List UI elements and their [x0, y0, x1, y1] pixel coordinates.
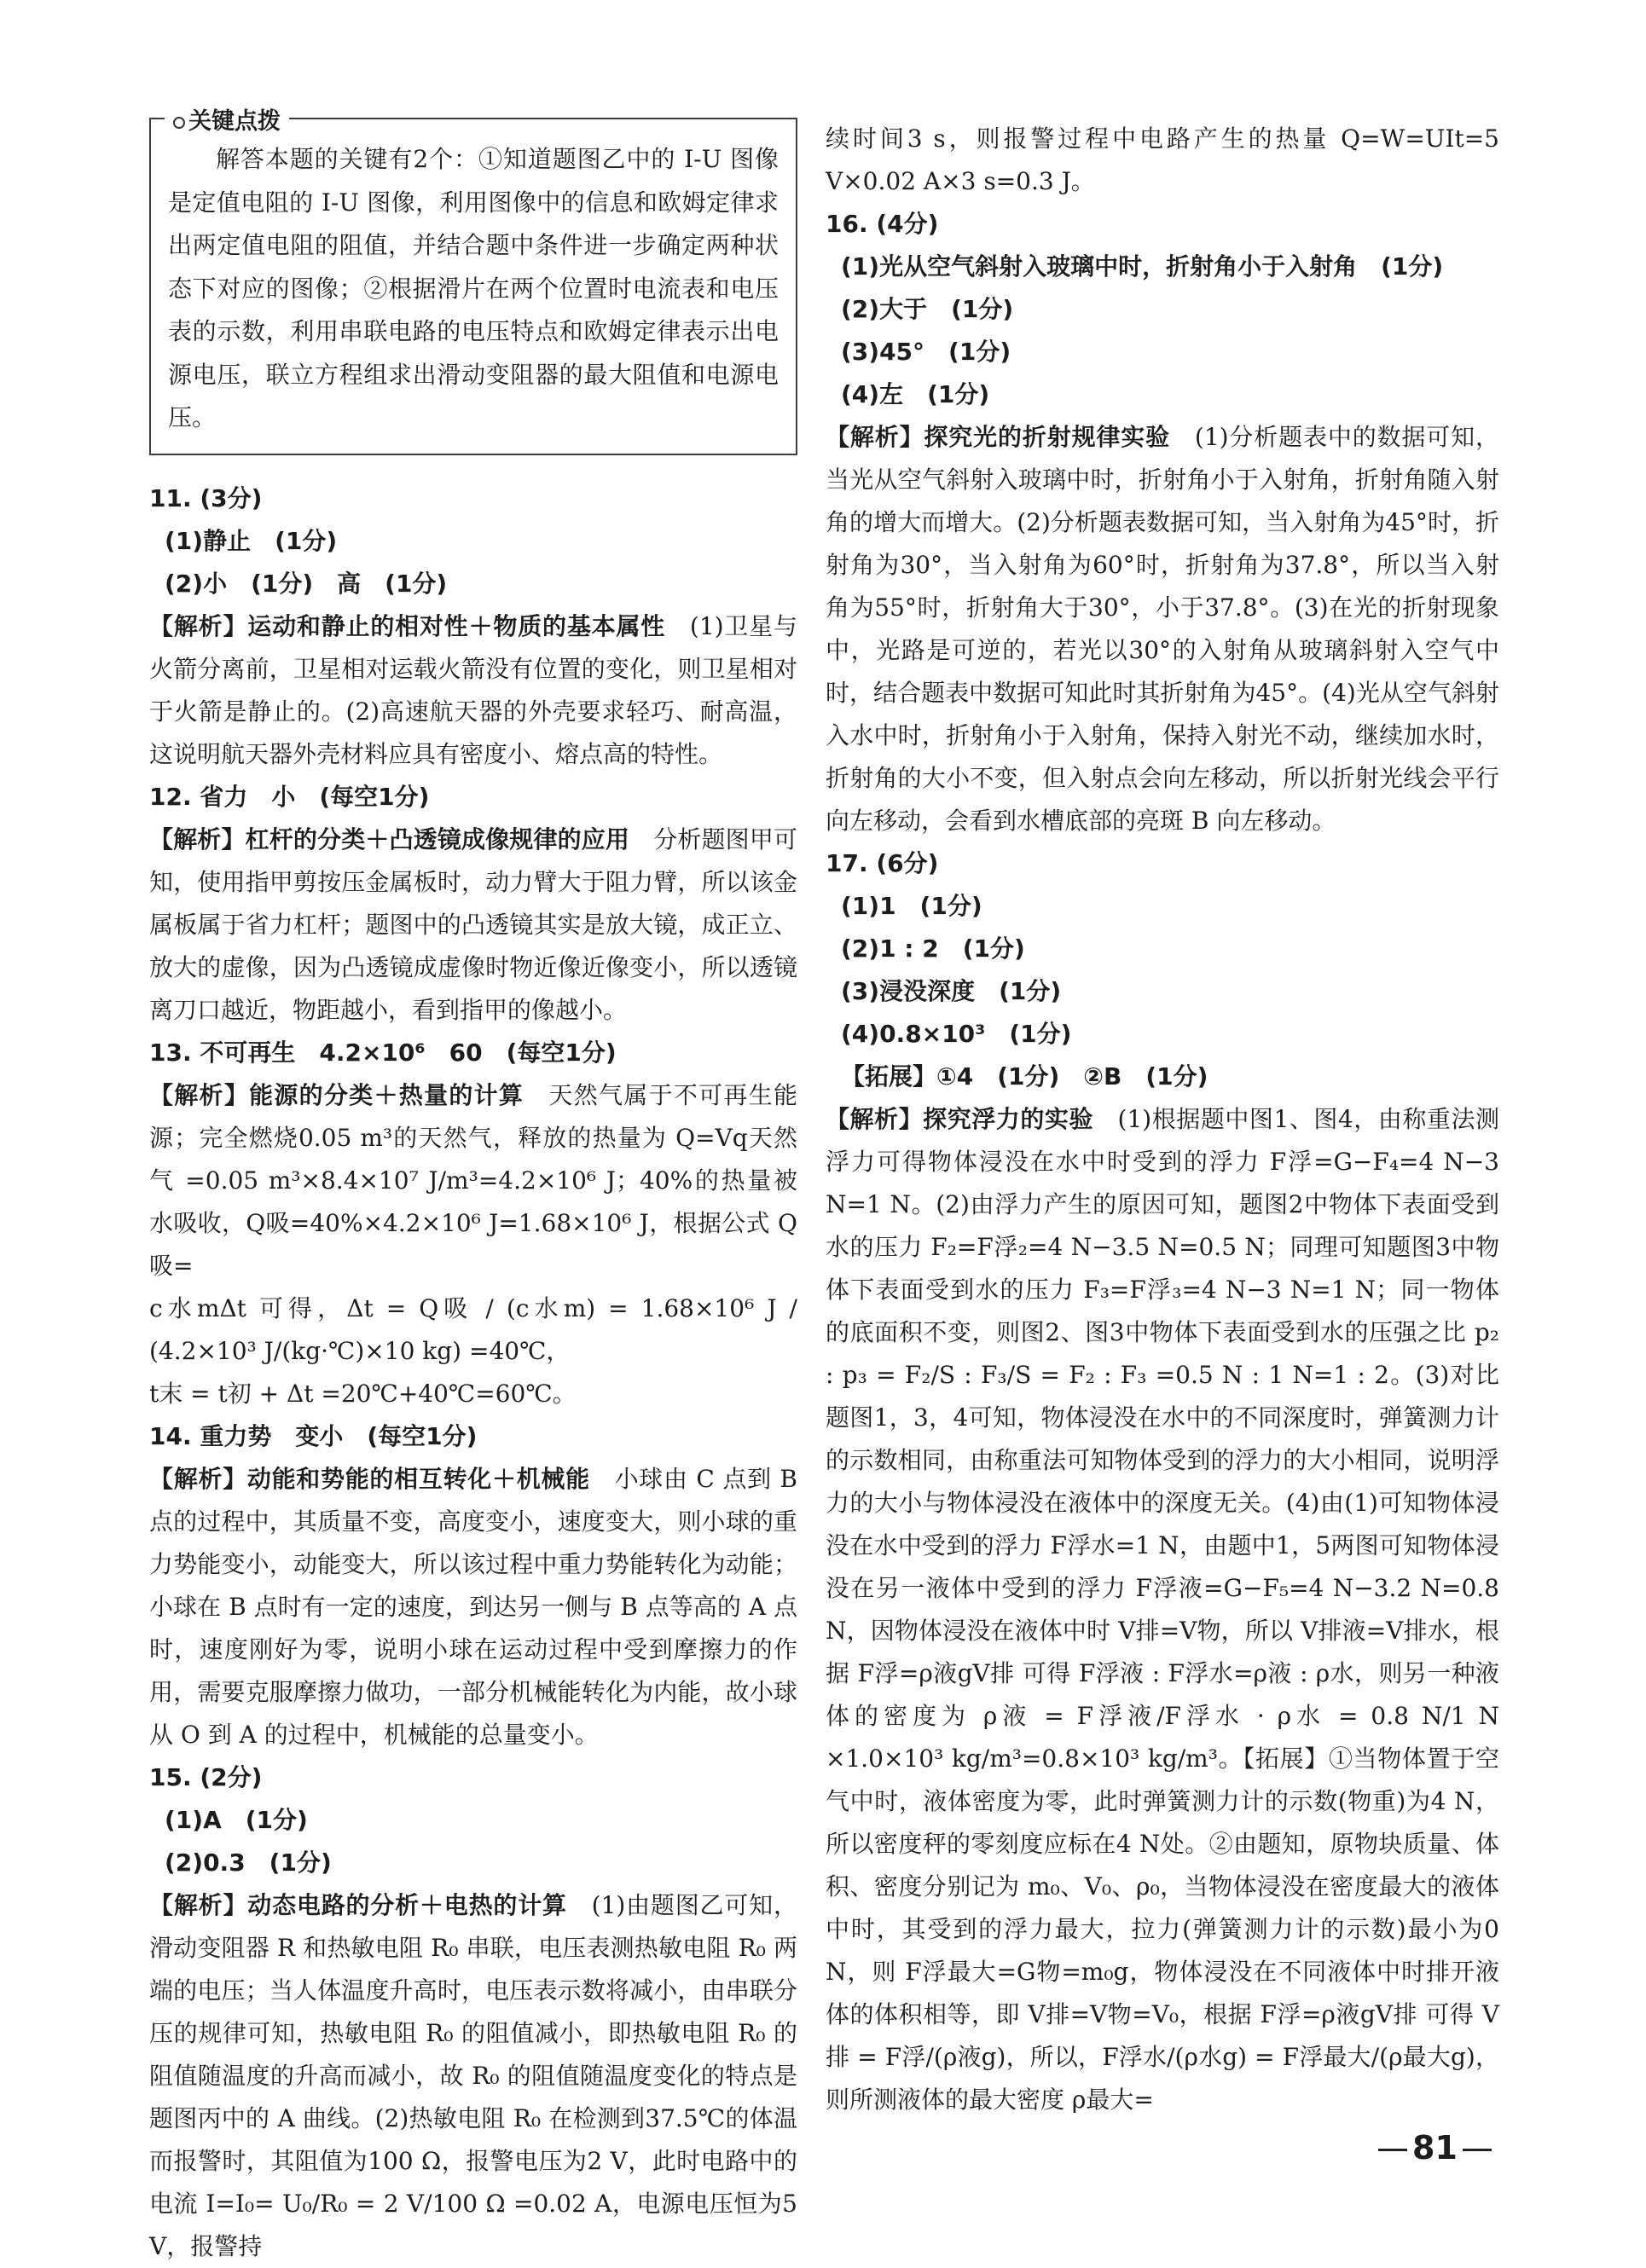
q13-result-line: t末 = t初 + Δt =20℃+40℃=60℃。 [149, 1379, 577, 1408]
page-number [1373, 2129, 1497, 2167]
q16-solution-tag: 【解析】探究光的折射规律实验 [826, 423, 1171, 451]
q11-head: 11. (3分) [149, 483, 263, 512]
q16-answer-3: (3)45° (1分) [841, 338, 1011, 366]
q11-answer-1: (1)静止 (1分) [165, 526, 338, 555]
q15-solution-continued: 续时间3 s，则报警过程中电路产生的热量 Q=W=UIt=5 V×0.02 A×3 s=0.3 J。 [826, 124, 1499, 195]
key-points-title: 关键点拨 [165, 101, 289, 144]
question-15 [149, 1756, 797, 2268]
q14-solution-tag: 【解析】动能和势能的相互转化＋机械能 [149, 1464, 590, 1493]
page-number-dash-left [1378, 2149, 1407, 2151]
q17-extension-answer: 【拓展】①4 (1分) ②B (1分) [841, 1062, 1208, 1091]
q12-solution [149, 819, 797, 1032]
q16-head: 16. (4分) [826, 210, 939, 238]
q17-solution-tag: 【解析】探究浮力的实验 [826, 1105, 1093, 1133]
right-column [826, 118, 1499, 2121]
q16-solution [826, 416, 1499, 842]
q16-solution-text: (1)分析题表中的数据可知，当光从空气斜射入玻璃中时，折射角小于入射角，折射角随入射角的增大而增大。(2)分析题表数据可知，当入射角为45°时，折射角为30°，当入射角为60°时，折射角为37.8°，所以当入射角为55°时，折射角大于30°，小于37.8°。(3)在光的折射现象中，光路是可逆的，若光以30°的入射角从玻璃斜射入空气中时，结合题表中数据可知此时其折射角为45°。(4)光从空气斜射入水中时，折射角小于入射角，保持入射光不动，继续加水时，折射角的大小不变，但入射点会向左移动，所以折射光线会平行向左移动，会看到水槽底部的亮斑 B 向左移动。 [826, 423, 1499, 835]
q13-head: 13. 不可再生 4.2×10⁶ 60 (每空1分) [149, 1038, 617, 1067]
question-14 [149, 1415, 797, 1756]
question-17 [826, 842, 1499, 2121]
key-points-box [149, 108, 797, 455]
q11-answer-2: (2)小 (1分) 高 (1分) [165, 569, 448, 598]
q14-head: 14. 重力势 变小 (每空1分) [149, 1421, 478, 1450]
left-column [149, 108, 797, 2268]
question-11 [149, 477, 797, 776]
page-number-dash-right [1463, 2149, 1492, 2151]
q17-head: 17. (6分) [826, 849, 939, 877]
q17-answer-4: (4)0.8×10³ (1分) [841, 1020, 1072, 1048]
q17-answer-2: (2)1 : 2 (1分) [841, 934, 1025, 963]
q16-answer-1: (1)光从空气斜射入玻璃中时，折射角小于入射角 (1分) [841, 252, 1444, 281]
q15-solution-tag: 【解析】动态电路的分析＋电热的计算 [149, 1890, 567, 1919]
q15-solution [149, 1884, 797, 2268]
q14-solution [149, 1458, 797, 1756]
q17-solution [826, 1098, 1499, 2121]
q14-solution-text: 小球由 C 点到 B 点的过程中，其质量不变，高度变小，速度变大，则小球的重力势能变小，动能变大，所以该过程中重力势能转化为动能；小球在 B 点时有一定的速度，到达另一侧与 B 点等高的 A 点时，速度刚好为零，说明小球在运动过程中受到摩擦力的作用，需要克服摩擦力做功，一部分机械能转化为内能，故小球从 O 到 A 的过程中，机械能的总量变小。 [149, 1464, 797, 1749]
q13-solution-tag: 【解析】能源的分类＋热量的计算 [149, 1080, 525, 1109]
q12-solution-tag: 【解析】杠杆的分类＋凸透镜成像规律的应用 [149, 824, 630, 853]
q17-answer-1: (1)1 (1分) [841, 892, 982, 920]
q11-solution-text: (1)卫星与火箭分离前，卫星相对运载火箭没有位置的变化，则卫星相对于火箭是静止的。(2)高速航天器的外壳要求轻巧、耐高温，这说明航天器外壳材料应具有密度小、熔点高的特性。 [149, 611, 797, 768]
q13-solution [149, 1074, 797, 1287]
question-12 [149, 776, 797, 1032]
q15-head: 15. (2分) [149, 1762, 263, 1791]
q17-solution-text: (1)根据题中图1、图4，由称重法测浮力可得物体浸没在水中时受到的浮力 F浮=G−F₄=4 N−3 N=1 N。(2)由浮力产生的原因可知，题图2中物体下表面受到水的压力 F₂=F浮₂=4 N−3.5 N=0.5 N；同理可知题图3中物体下表面受到水的压力 F₃=F浮₃=4 N−3 N=1 N；同一物体的底面积不变，则图2、图3中物体下表面受到水的压强之比 p₂ : p₃ = F₂/S : F₃/S = F₂ : F₃ =0.5 N : 1 N=1 : 2。(3)对比题图1，3，4可知，物体浸没在水中的不同深度时，弹簧测力计的示数相同，由称重法可知物体受到的浮力的大小相同，说明浮力的大小与物体浸没在液体中的深度无关。(4)由(1)可知物体浸没在水中受到的浮力 F浮水=1 N，由题中1，5两图可知物体浸没在另一液体中受到的浮力 F浮液=G−F₅=4 N−3.2 N=0.8 N，因物体浸没在液体中时 V排=V物，所以 V排液=V排水，根据 F浮=ρ液gV排 可得 F浮液 : F浮水=ρ液 : ρ水，则另一种液体的密度为 ρ液 = F浮液/F浮水 · ρ水 = 0.8 N/1 N ×1.0×10³ kg/m³=0.8×10³ kg/m³。【拓展】①当物体置于空气中时，液体密度为零，此时弹簧测力计的示数(物重)为4 N，所以密度秤的零刻度应标在4 N处。②由题知，原物块质量、体积、密度分别记为 m₀、V₀、ρ₀，当物体浸没在密度最大的液体中时，其受到的浮力最大，拉力(弹簧测力计的示数)最小为0 N，则 F浮最大=G物=m₀g，物体浸没在不同液体中时排开液体的体积相等，即 V排=V物=V₀，根据 F浮=ρ液gV排 可得 V排 = F浮/(ρ液g)，所以，F浮水/(ρ水g) = F浮最大/(ρ最大g)，则所测液体的最大密度 ρ最大= [826, 1105, 1499, 2114]
q12-solution-text: 分析题图甲可知，使用指甲剪按压金属板时，动力臂大于阻力臂，所以该金属板属于省力杠杆；题图中的凸透镜其实是放大镜，成正立、放大的虚像，因为凸透镜成虚像时物近像近像变小，所以透镜离刀口越近，物距越小，看到指甲的像越小。 [149, 824, 797, 1024]
q15-solution-text: (1)由题图乙可知，滑动变阻器 R 和热敏电阻 R₀ 串联，电压表测热敏电阻 R₀ 两端的电压；当人体温度升高时，电压表示数将减小，由串联分压的规律可知，热敏电阻 R₀ 的阻值减小，即热敏电阻 R₀ 的阻值随温度的升高而减小，故 R₀ 的阻值随温度变化的特点是题图丙中的 A 曲线。(2)热敏电阻 R₀ 在检测到37.5℃的体温而报警时，其阻值为100 Ω，报警电压为2 V，此时电路中的电流 I=I₀= U₀/R₀ = 2 V/100 Ω =0.02 A，电源电压恒为5 V，报警持 [149, 1890, 797, 2260]
q12-head: 12. 省力 小 (每空1分) [149, 782, 430, 811]
q15-answer-1: (1)A (1分) [165, 1805, 308, 1834]
key-points-text: 解答本题的关键有2个：①知道题图乙中的 I-U 图像是定值电阻的 I-U 图像，利用图像中的信息和欧姆定律求出两定值电阻的阻值，并结合题中条件进一步确定两种状态下对应的图像；②根据滑片在两个位置时电流表和电压表的示数，利用串联电路的电压特点和欧姆定律表示出电源电压，联立方程组求出滑动变阻器的最大阻值和电源电压。 [168, 145, 779, 431]
q13-solution-text-1: 天然气属于不可再生能源；完全燃烧0.05 m³的天然气，释放的热量为 Q=Vq天然气 =0.05 m³×8.4×10⁷ J/m³=4.2×10⁶ J；40%的热量被水吸收，Q吸=40%×4.2×10⁶ J=1.68×10⁶ J，根据公式 Q吸= [149, 1080, 797, 1280]
q15-answer-2: (2)0.3 (1分) [165, 1848, 332, 1877]
question-13 [149, 1032, 797, 1415]
q11-solution [149, 605, 797, 776]
q16-answer-2: (2)大于 (1分) [841, 295, 1014, 323]
q17-answer-3: (3)浸没深度 (1分) [841, 977, 1062, 1005]
q11-solution-tag: 【解析】运动和静止的相对性＋物质的基本属性 [149, 611, 666, 640]
q13-formula-line: c水mΔt 可得，Δt = Q吸 / (c水m) = 1.68×10⁶ J / (4.2×10³ J/(kg·℃)×10 kg) =40℃， [149, 1293, 797, 1365]
page-number-text: 81 [1412, 2129, 1458, 2167]
q16-answer-4: (4)左 (1分) [841, 380, 990, 408]
question-16 [826, 203, 1499, 842]
